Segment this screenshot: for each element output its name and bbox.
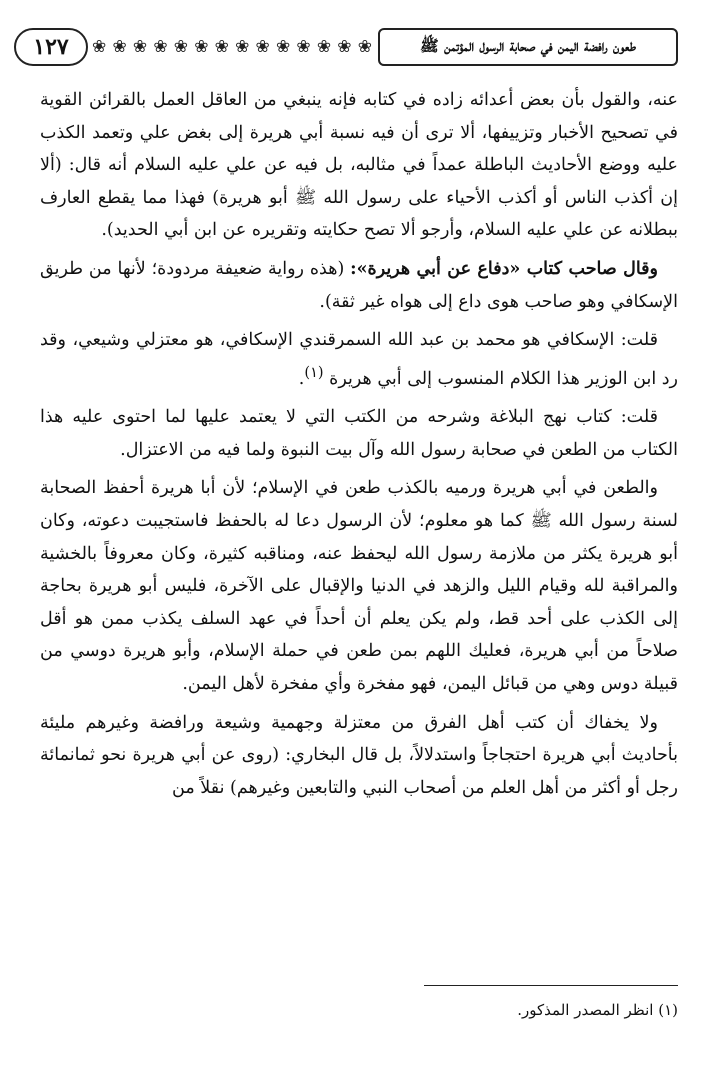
footnote-ref: (١) [304, 363, 324, 381]
header-ornament-row [92, 36, 372, 58]
flower-ornament-icon: ❀ [235, 37, 250, 57]
footnote-divider [424, 985, 678, 986]
flower-ornament-icon: ❀ [153, 37, 168, 57]
flower-ornament-icon: ❀ [357, 37, 372, 57]
page-header [14, 28, 678, 68]
paragraph: وقال صاحب كتاب «دفاع عن أبي هريرة»: (هذه رواية ضعيفة مردودة؛ لأنها من طريق الإسكافي وهو صاحب هوى داع إلى هواه غير ثقة). [40, 258, 678, 312]
flower-ornament-icon: ❀ [337, 37, 352, 57]
flower-ornament-icon: ❀ [255, 37, 270, 57]
flower-ornament-icon: ❀ [112, 37, 127, 57]
paragraph: قلت: الإسكافي هو محمد بن عبد الله السمرقندي الإسكافي، هو معتزلي وشيعي، وقد رد ابن الوزير هذا الكلام المنسوب إلى أبي هريرة $^{(١)}$. [40, 330, 678, 389]
flower-ornament-icon: ❀ [132, 37, 148, 57]
page-number: ١٢٧ [14, 28, 88, 66]
flower-ornament-icon: ❀ [194, 37, 209, 57]
flower-ornament-icon: ❀ [316, 37, 332, 57]
flower-ornament-icon: ❀ [296, 37, 311, 57]
paragraph: ولا يخفاك أن كتب أهل الفرق من معتزلة وجهمية وشيعة ورافضة وغيرهم مليئة بأحاديث أبي هريرة احتجاجاً واستدلالاً، بل قال البخاري: (روى عن أبي هريرة نحو ثمانمائة رجل أو أكثر من أهل العلم من أصحاب النبي والتابعين وغيرهم) نقلاً من [40, 712, 678, 798]
flower-ornament-icon: ❀ [275, 37, 291, 57]
running-title: طعون رافضة اليمن في صحابة الرسول المؤتمن ﷺ [378, 28, 678, 66]
flower-ornament-icon: ❀ [173, 37, 188, 57]
footnote: (١) انظر المصدر المذكور. [517, 1001, 678, 1019]
main-text [40, 84, 678, 810]
book-title-quote: وقال صاحب كتاب «دفاع عن أبي هريرة»: [350, 258, 658, 279]
paragraph: عنه، والقول بأن بعض أعدائه زاده في كتابه فإنه ينبغي من العاقل العمل بالقرائن القوية في تصحيح الأخبار وتزييفها، ألا ترى أن فيه نسبة أبي هريرة إلى بغض علي وتعمد الكذب عليه ووضع الأحاديث الباطلة عمداً في مثالبه، بل فيه عن علي عليه السلام أنه قال: (ألا إن أكذب الناس أو أكذب الأحياء على رسول الله ﷺ أبو هريرة) فهذا مما يقطع العارف ببطلانه عن علي عليه السلام، وأرجو ألا تصح حكايته وتقريره عن ابن أبي الحديد). [40, 90, 678, 241]
paragraph: قلت: كتاب نهج البلاغة وشرحه من الكتب التي لا يعتمد عليها لما احتوى عليه هذا الكتاب من الطعن في صحابة رسول الله وآل بيت النبوة ولما فيه من الاعتزال. [40, 407, 678, 460]
flower-ornament-icon: ❀ [214, 37, 229, 57]
paragraph: والطعن في أبي هريرة ورميه بالكذب طعن في الإسلام؛ لأن أبا هريرة أحفظ الصحابة لسنة رسول الله ﷺ كما هو معلوم؛ لأن الرسول دعا له بالحفظ فاستجيبت دعوته، وكان أبو هريرة يكثر من ملازمة رسول الله ليحفظ عنه، ومناقبه كثيرة، وكان معروفاً بالخشية والمراقبة لله وقيام الليل والزهد في الدنيا والإقبال على الآخرة، فليس أبو هريرة بحاجة إلى الكذب على أحد قط، ولم يكن يعلم أن أحداً في عهد السلف يكذب ممن هو أقل صلاحاً من أبي هريرة، فعليك اللهم بمن طعن في حملة الإسلام، وأبو هريرة دوسي من قبيلة دوس وهي من قبائل اليمن، فهو مفخرة وأي مفخرة لأهل اليمن. [40, 478, 678, 694]
flower-ornament-icon: ❀ [92, 37, 107, 57]
